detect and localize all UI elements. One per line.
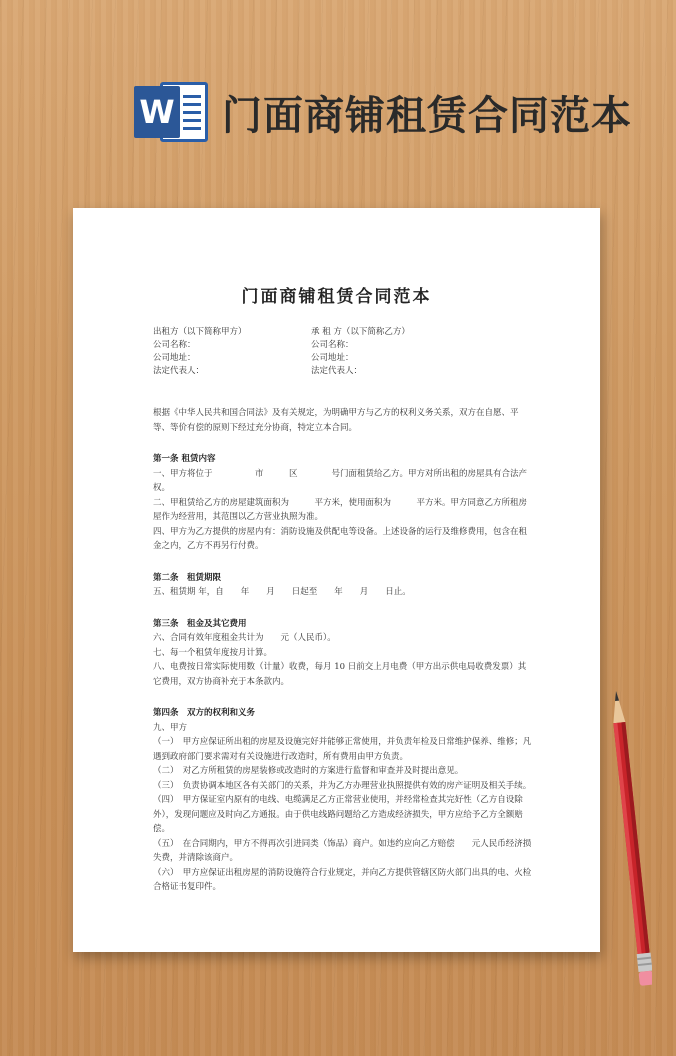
section-title: 第三条 租金及其它费用 xyxy=(153,618,247,629)
party-row xyxy=(153,352,523,365)
word-doc-icon xyxy=(134,76,210,148)
lessor-legal-rep: 法定代表人： xyxy=(153,366,205,376)
clause-line: 四、甲方为乙方提供的房屋内有：消防设施及供配电等设备。上述设备的运行及维修费用，包含在租金之内，乙方不再另行付费。 xyxy=(153,526,528,551)
party-row xyxy=(153,339,523,352)
clause-line: （五） 在合同期内，甲方不得再次引进同类（饰品）商户。如违约应向乙方赔偿 元人民币经济损失费，并清除该商户。 xyxy=(153,838,532,863)
section-title: 第四条 双方的权利和义务 xyxy=(153,708,256,718)
clause-line: 二、甲租赁给乙方的房屋建筑面积为 平方米，使用面积为 平方米。甲方同意乙方所租房屋作为经营用，其范围以乙方营业执照为准。 xyxy=(153,497,528,522)
section-lease-term xyxy=(153,571,533,600)
lessor-label: 出租方（以下简称甲方） xyxy=(153,327,247,337)
section-rent-fees xyxy=(153,617,533,690)
party-row xyxy=(153,365,523,378)
pencil-icon xyxy=(612,688,652,998)
clause-line: 八、电费按日常实际使用数（计量）收费，每月 10 日前交上月电费（甲方出示供电局收费发票）其它费用，双方协商补充于本条款内。 xyxy=(153,662,527,687)
lessee-legal-rep: 法定代表人： xyxy=(311,366,363,376)
header-title: 门面商铺租赁合同范本 xyxy=(222,93,632,139)
clause-line: 一、甲方将位于 市 区 号门面租赁给乙方。甲方对所出租的房屋具有合法产权。 xyxy=(153,468,528,493)
lessee-company-address: 公司地址： xyxy=(311,353,354,363)
section-lease-content xyxy=(153,452,533,554)
contract-page xyxy=(73,208,600,952)
clause-line: （六） 甲方应保证出租房屋的消防设施符合行业规定，并向乙方提供管辖区防火部门出具的电、火检合格证书复印件。 xyxy=(153,867,532,892)
section-title: 第一条 租赁内容 xyxy=(153,454,216,464)
intro-paragraph: 根据《中华人民共和国合同法》及有关规定，为明确甲方与乙方的权利义务关系，双方在自愿、平等、等价有偿的原则下经过充分协商，特定立本合同。 xyxy=(153,408,519,433)
party-row xyxy=(153,326,523,339)
lessor-company-address: 公司地址： xyxy=(153,353,196,363)
contract-body xyxy=(153,406,533,912)
lessee-company-name: 公司名称： xyxy=(311,340,354,350)
clause-line: 六、合同有效年度租金共计为 元（人民币）。 xyxy=(153,633,336,643)
clause-line: （四） 甲方保证室内原有的电线、电缆满足乙方正常营业使用，并经常检查其完好性（乙方自设除外），发现问题应及时向乙方通报。由于供电线路问题给乙方造成经济损失，甲方应给予乙方全额赔偿。 xyxy=(153,795,523,834)
clause-line: 九、甲方 xyxy=(153,722,188,733)
party-info xyxy=(153,326,523,378)
word-letter: W xyxy=(134,86,180,138)
document-title: 门面商铺租赁合同范本 xyxy=(241,287,432,307)
clause-line: （一） 甲方应保证所出租的房屋及设施完好并能够正常使用，并负责年检及日常维护保养、维修；凡遇到政府部门要求需对有关设施进行改造时，所有费用由甲方负责。 xyxy=(153,737,532,762)
lessor-company-name: 公司名称： xyxy=(153,340,196,350)
lessee-label: 承 租 方（以下简称乙方） xyxy=(311,327,410,337)
section-rights-obligations xyxy=(153,706,533,895)
clause-line: 七、每一个租赁年度按月计算。 xyxy=(153,647,273,658)
clause-line: （二） 对乙方所租赁的房屋装修或改造时的方案进行监督和审查并及时提出意见。 xyxy=(153,766,464,776)
clause-line: （三） 负责协调本地区各有关部门的关系，并为乙方办理营业执照提供有效的房产证明及相关手续。 xyxy=(153,780,532,791)
section-title: 第二条 租赁期限 xyxy=(153,572,222,583)
clause-line: 五、租赁期 年，自 年 月 日起至 年 月 日止。 xyxy=(153,587,411,597)
